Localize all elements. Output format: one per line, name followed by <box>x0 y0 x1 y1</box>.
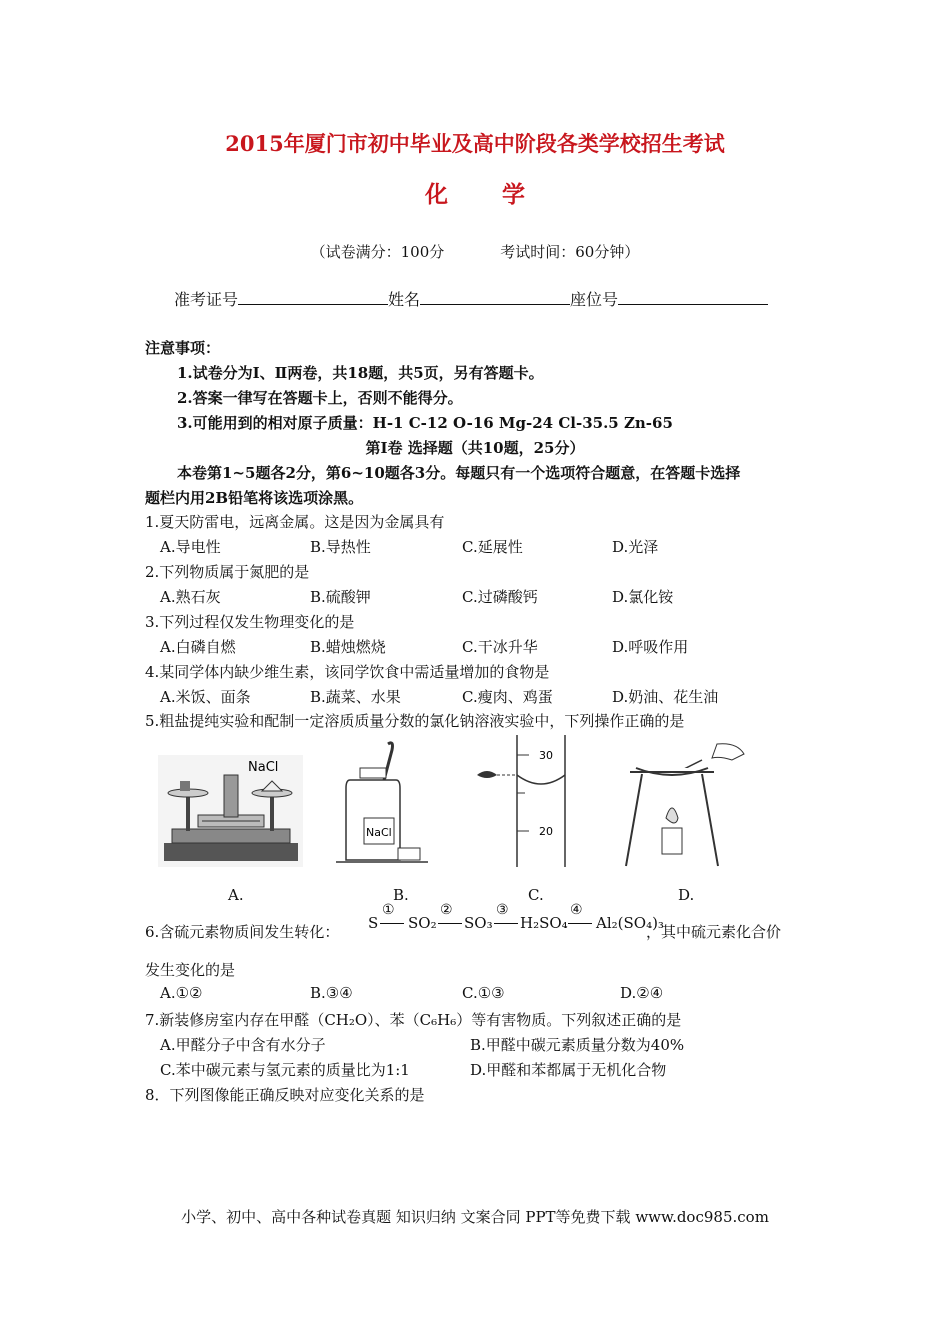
q7-option-b: B.甲醛中碳元素质量分数为40% <box>470 1036 685 1054</box>
q6-option-d: D.②④ <box>620 984 664 1002</box>
q2-stem: 2.下列物质属于氮肥的是 <box>145 563 310 581</box>
q1-option-c: C.延展性 <box>462 538 523 556</box>
q3-stem: 3.下列过程仅发生物理变化的是 <box>145 613 355 631</box>
q7-option-a: A.甲醛分子中含有水分子 <box>160 1036 326 1054</box>
id-blank <box>238 288 388 305</box>
q3-option-d: D.呼吸作用 <box>612 638 689 656</box>
q5-option-c: C. <box>528 886 544 904</box>
q7-option-c: C.苯中碳元素与氢元素的质量比为1:1 <box>160 1061 410 1079</box>
balance-nacl-label: NaCl <box>248 760 279 775</box>
q6-option-b: B.③④ <box>310 984 353 1002</box>
section-instruction-1: 本卷第1~5题各2分，第6~10题各3分。每题只有一个选项符合题意，在答题卡选择 <box>177 464 741 482</box>
evaporation-figure <box>622 738 752 870</box>
q5-option-b: B. <box>393 886 409 904</box>
chain-so3: SO₃ <box>464 914 493 932</box>
seat-label: 座位号 <box>570 290 619 309</box>
notice-item-1: 1.试卷分为Ⅰ、Ⅱ两卷，共18题，共5页，另有答题卡。 <box>177 364 544 382</box>
cylinder-mark-20: 20 <box>539 825 553 838</box>
candidate-info-line <box>174 287 768 310</box>
q2-option-b: B.硫酸钾 <box>310 588 371 606</box>
q2-option-d: D.氯化铵 <box>612 588 674 606</box>
chain-arrow-2 <box>438 923 462 924</box>
q6-option-c: C.①③ <box>462 984 505 1002</box>
exam-time: 考试时间：60分钟） <box>500 243 640 261</box>
notice-item-3: 3.可能用到的相对原子质量：H-1 C-12 O-16 Mg-24 Cl-35.5 Zn-65 <box>177 414 673 432</box>
q5-option-a: A. <box>228 886 244 904</box>
chain-arrow-1 <box>380 923 404 924</box>
q7-option-d: D.甲醛和苯都属于无机化合物 <box>470 1061 667 1079</box>
q6-stem-suffix: ，其中硫元素化合价 <box>646 923 782 941</box>
seat-blank <box>618 288 768 305</box>
q4-option-d: D.奶油、花生油 <box>612 688 719 706</box>
q4-option-b: B.蔬菜、水果 <box>310 688 401 706</box>
q3-option-b: B.蜡烛燃烧 <box>310 638 386 656</box>
reagent-bottle-figure <box>328 740 433 868</box>
q7-stem: 7.新装修房室内存在甲醛（CH₂O）、苯（C₆H₆）等有害物质。下列叙述正确的是 <box>145 1011 682 1029</box>
section-heading: 第Ⅰ卷 选择题（共10题，25分） <box>365 439 585 457</box>
q1-option-a: A.导电性 <box>160 538 221 556</box>
eye-icon <box>477 771 497 778</box>
q6-option-a: A.①② <box>160 984 203 1002</box>
sulfur-chain <box>368 902 664 942</box>
q4-stem: 4.某同学体内缺少维生素，该同学饮食中需适量增加的食物是 <box>145 663 550 681</box>
q2-option-a: A.熟石灰 <box>160 588 221 606</box>
q4-option-a: A.米饭、面条 <box>160 688 251 706</box>
q1-option-b: B.导热性 <box>310 538 371 556</box>
bottle-nacl-label: NaCl <box>366 826 392 839</box>
q2-option-c: C.过磷酸钙 <box>462 588 538 606</box>
chain-step-2: ② <box>440 902 453 918</box>
full-marks: （试卷满分：100分 <box>310 243 445 261</box>
q5-stem: 5.粗盐提纯实验和配制一定溶质质量分数的氯化钠溶液实验中，下列操作正确的是 <box>145 712 685 730</box>
name-blank <box>420 288 570 305</box>
q3-option-a: A.白磷自燃 <box>160 638 236 656</box>
chain-step-4: ④ <box>570 902 583 918</box>
chain-step-3: ③ <box>496 902 509 918</box>
cylinder-figure <box>475 735 585 867</box>
chain-arrow-3 <box>494 923 518 924</box>
q1-stem: 1.夏天防雷电，远离金属。这是因为金属具有 <box>145 513 445 531</box>
name-label: 姓名 <box>388 290 421 309</box>
hand-icon <box>712 744 744 760</box>
cylinder-mark-30: 30 <box>539 749 553 762</box>
flame-icon <box>666 808 678 823</box>
q6-stem-prefix: 6.含硫元素物质间发生转化： <box>145 923 340 941</box>
subject-title: 化学 <box>425 181 579 208</box>
chain-s: S <box>368 914 379 932</box>
chain-al2so43: Al₂(SO₄)₃ <box>596 914 664 932</box>
q3-option-c: C.干冰升华 <box>462 638 538 656</box>
q1-option-d: D.光泽 <box>612 538 659 556</box>
notice-item-2: 2.答案一律写在答题卡上，否则不能得分。 <box>177 389 463 407</box>
balance-figure <box>158 755 303 867</box>
chain-arrow-4 <box>568 923 592 924</box>
section-instruction-2: 题栏内用2B铅笔将该选项涂黑。 <box>145 489 364 507</box>
q4-option-c: C.瘦肉、鸡蛋 <box>462 688 553 706</box>
q5-option-d: D. <box>678 886 695 904</box>
chain-h2so4: H₂SO₄ <box>520 914 568 932</box>
q6-stem-line2: 发生变化的是 <box>145 961 236 979</box>
notice-heading: 注意事项： <box>145 339 221 357</box>
exam-info <box>0 241 950 262</box>
exam-title: 2015年厦门市初中毕业及高中阶段各类学校招生考试 <box>225 131 725 156</box>
chain-so2: SO₂ <box>408 914 437 932</box>
q8-stem: 8．下列图像能正确反映对应变化关系的是 <box>145 1086 425 1104</box>
page-footer: 小学、初中、高中各种试卷真题 知识归纳 文案合同 PPT等免费下载 www.doc985.com <box>181 1208 769 1226</box>
id-label: 准考证号 <box>174 290 239 309</box>
chain-step-1: ① <box>382 902 395 918</box>
